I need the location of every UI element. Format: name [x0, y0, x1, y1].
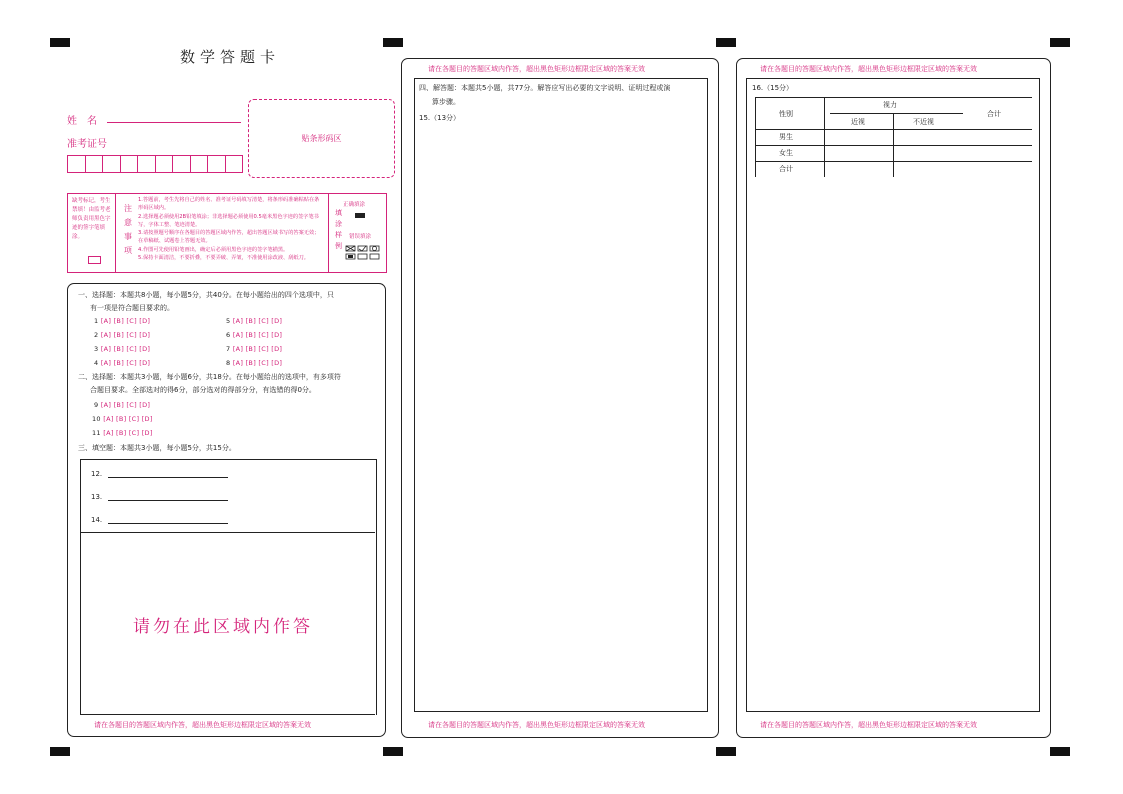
choice-options[interactable]: [A] [B] [C] [D] — [103, 415, 153, 423]
blank-line[interactable] — [108, 491, 228, 501]
rule-item: 4.作图可先使用铅笔画出，确定后必须用黑色字迹的签字笔描黑。 — [138, 246, 289, 253]
notice-rules — [138, 196, 324, 262]
question-number: 2 — [94, 331, 99, 339]
q15-label: 15.（13分） — [419, 114, 461, 122]
footer-warning: 请在各题目的答题区域内作答，超出黑色矩形边框限定区域的答案无效 — [428, 721, 645, 729]
rule-item: 5.保持卡面清洁，不要折叠，不要弄破、弄皱，不准使用涂改液、刮纸刀。 — [138, 255, 309, 262]
question-number: 7 — [226, 345, 231, 353]
question-number: 9 — [94, 401, 99, 409]
choice-options[interactable]: [A] [B] [C] [D] — [232, 359, 283, 367]
choice-options[interactable]: [A] [B] [C] [D] — [100, 401, 151, 409]
table-header-gender: 性别 — [779, 110, 793, 118]
barcode-area — [248, 99, 395, 178]
fill-example-side: 填涂样例 — [335, 209, 342, 250]
registration-mark — [50, 747, 70, 756]
absent-mark-text: 缺考标记，考生禁填！由监考老师负责用黑色字迹的签字笔填涂。 — [72, 198, 111, 240]
registration-mark — [383, 747, 403, 756]
choice-row[interactable] — [94, 317, 150, 325]
choice-options[interactable]: [A] [B] [C] [D] — [100, 317, 151, 325]
section3-heading: 三、填空题：本题共3小题，每小题5分，共15分。 — [78, 444, 236, 452]
absent-checkbox[interactable] — [88, 256, 101, 264]
blank-number: 14. — [91, 516, 103, 524]
choice-row[interactable] — [226, 317, 282, 325]
table-header-not-near: 不近视 — [913, 118, 934, 126]
choice-row[interactable] — [94, 401, 150, 409]
question-number: 11 — [92, 429, 101, 437]
vision-table — [755, 97, 1032, 177]
wrong-fill-marks-icon — [345, 244, 383, 260]
section4-heading: 四、解答题：本题共5小题，共77分。解答应写出必要的文字说明、证明过程或演 — [419, 84, 671, 92]
choice-options[interactable]: [A] [B] [C] [D] — [103, 429, 153, 437]
rule-item: 2.选择题必须使用2B铅笔填涂；非选择题必须使用0.5毫米黑色字迹的签字笔书写，字体工整、笔迹清楚。 — [138, 213, 319, 228]
question-number: 10 — [92, 415, 101, 423]
blank-number: 13. — [91, 493, 103, 501]
table-row-total: 合计 — [779, 165, 793, 173]
choice-options[interactable]: [A] [B] [C] [D] — [100, 331, 151, 339]
table-row-female: 女生 — [779, 149, 793, 157]
fill-example — [328, 194, 387, 272]
choice-options[interactable]: [A] [B] [C] [D] — [100, 359, 151, 367]
section1-heading: 一、选择题：本题共8小题，每小题5分，共40分。在每小题给出的四个选项中，只 — [78, 291, 334, 299]
blank-line[interactable] — [108, 514, 228, 524]
blank-item[interactable] — [91, 468, 228, 478]
question-number: 8 — [226, 359, 231, 367]
registration-mark — [716, 747, 736, 756]
choice-row[interactable] — [92, 415, 153, 423]
blank-item[interactable] — [91, 491, 228, 501]
section1-heading-cont: 有一项是符合题目要求的。 — [90, 304, 174, 312]
table-header-near: 近视 — [851, 118, 865, 126]
choice-options[interactable]: [A] [B] [C] [D] — [232, 317, 283, 325]
exam-id-grid[interactable] — [67, 155, 243, 173]
footer-warning: 请在各题目的答题区域内作答，超出黑色矩形边框限定区域的答案无效 — [760, 721, 977, 729]
question-number: 5 — [226, 317, 231, 325]
name-label: 姓 名 — [67, 116, 97, 127]
choice-row[interactable] — [226, 359, 282, 367]
section4-heading-cont: 算步骤。 — [432, 98, 460, 106]
card-title: 数学答题卡 — [180, 48, 281, 66]
no-answer-text: 请勿在此区域内作答 — [133, 617, 313, 637]
question-number: 1 — [94, 317, 99, 325]
registration-mark — [383, 38, 403, 47]
section2-heading: 二、选择题：本题共3小题，每小题6分，共18分。在每小题给出的选项中，有多项符 — [78, 373, 341, 381]
choice-row[interactable] — [226, 331, 282, 339]
question-number: 3 — [94, 345, 99, 353]
barcode-label: 贴条形码区 — [301, 134, 342, 143]
registration-mark — [50, 38, 70, 47]
q15-answer-box[interactable] — [414, 78, 708, 712]
rule-item: 1.答题前，考生先将自己的姓名、准考证号码填写清楚，将条形码准确粘贴在条形码区域内。 — [138, 197, 320, 212]
choice-row[interactable] — [92, 429, 153, 437]
choice-row[interactable] — [94, 331, 150, 339]
choice-row[interactable] — [94, 345, 150, 353]
blank-number: 12. — [91, 470, 103, 478]
table-header-total: 合计 — [987, 110, 1001, 118]
name-field[interactable] — [107, 122, 241, 123]
correct-fill-mark — [355, 213, 365, 218]
exam-id-label: 准考证号 — [67, 139, 107, 150]
q16-label: 16.（15分） — [752, 84, 794, 92]
header-warning: 请在各题目的答题区域内作答，超出黑色矩形边框限定区域的答案无效 — [760, 65, 977, 73]
footer-warning: 请在各题目的答题区域内作答，超出黑色矩形边框限定区域的答案无效 — [94, 721, 311, 729]
blank-item[interactable] — [91, 514, 228, 524]
choice-options[interactable]: [A] [B] [C] [D] — [232, 345, 283, 353]
registration-mark — [1050, 747, 1070, 756]
choice-options[interactable]: [A] [B] [C] [D] — [100, 345, 151, 353]
choice-row[interactable] — [226, 345, 282, 353]
correct-fill-label: 正确填涂 — [343, 202, 366, 208]
absent-mark-area — [68, 194, 116, 272]
blank-line[interactable] — [108, 468, 228, 478]
registration-mark — [1050, 38, 1070, 47]
choice-row[interactable] — [94, 359, 150, 367]
wrong-fill-label: 错误填涂 — [349, 234, 372, 240]
rule-item: 3.请按照题号顺序在各题目的答题区域内作答，超出答题区域书写的答案无效；在草稿纸、试题卷上答题无效。 — [138, 230, 320, 245]
registration-mark — [716, 38, 736, 47]
notice-box — [67, 193, 387, 273]
question-number: 6 — [226, 331, 231, 339]
table-row-male: 男生 — [779, 133, 793, 141]
table-header-vision: 视力 — [883, 101, 897, 109]
header-warning: 请在各题目的答题区域内作答，超出黑色矩形边框限定区域的答案无效 — [428, 65, 645, 73]
notice-title: 注意事项 — [124, 204, 132, 255]
question-number: 4 — [94, 359, 99, 367]
section2-heading-cont: 合题目要求。全部选对的得6分，部分选对的得部分分，有选错的得0分。 — [90, 386, 316, 394]
choice-options[interactable]: [A] [B] [C] [D] — [232, 331, 283, 339]
